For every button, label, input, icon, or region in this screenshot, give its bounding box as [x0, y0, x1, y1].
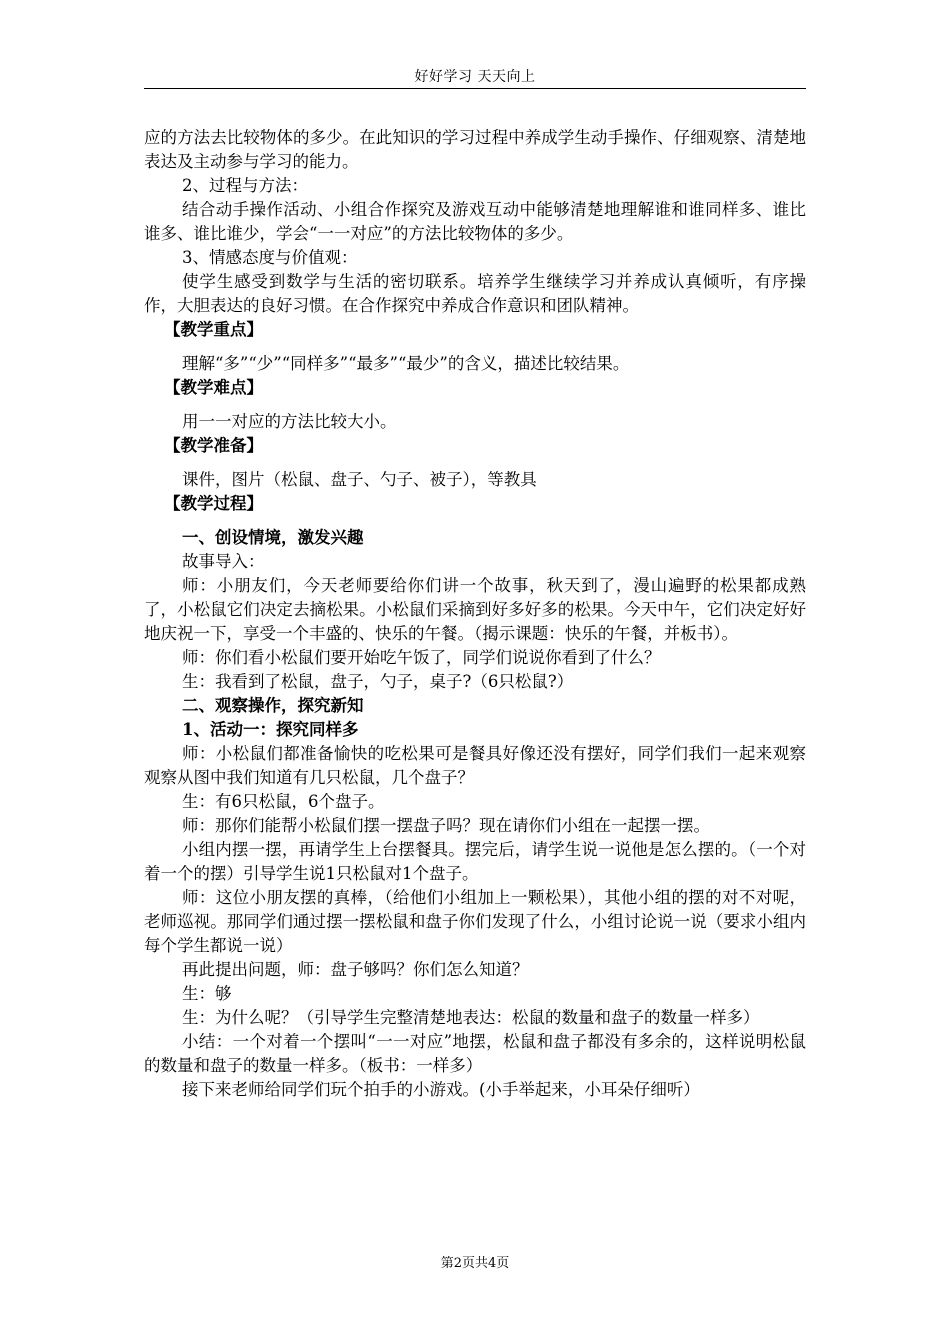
paragraph: 接下来老师给同学们玩个拍手的小游戏。(小手举起来，小耳朵仔细听）: [182, 1080, 700, 1099]
paragraph: 应的方法去比较物体的多少。在此知识的学习过程中养成学生动手操作、仔细观察、清楚地表达及主动参与学习的能力。: [144, 128, 806, 171]
paragraph: 生：有6只松鼠，6个盘子。: [182, 792, 385, 811]
paragraph: 使学生感受到数学与生活的密切联系。培养学生继续学习并养成认真倾听，有序操作，大胆表达的良好习惯。在合作探究中养成合作意识和团队精神。: [144, 272, 806, 315]
paragraph: 课件，图片（松鼠、盘子、勺子、被子），等教具: [182, 470, 537, 489]
document-body: [144, 126, 806, 1102]
section-heading: 【教学过程】: [164, 494, 263, 513]
paragraph: 结合动手操作活动、小组合作探究及游戏互动中能够清楚地理解谁和谁同样多、谁比谁多、谁比谁少，学会“一一对应”的方法比较物体的多少。: [144, 200, 806, 243]
page-footer: 第2页共4页: [440, 1256, 510, 1271]
subsection-heading: 1、活动一：探究同样多: [182, 720, 359, 739]
paragraph: 生：为什么呢？（引导学生完整清楚地表达：松鼠的数量和盘子的数量一样多）: [182, 1008, 760, 1027]
paragraph: 3、情感态度与价值观：: [182, 248, 358, 267]
paragraph: 师：那你们能帮小松鼠们摆一摆盘子吗？现在请你们小组在一起摆一摆。: [182, 816, 710, 835]
section-heading: 【教学准备】: [164, 436, 263, 455]
paragraph: 师：这位小朋友摆的真棒，（给他们小组加上一颗松果），其他小组的摆的对不对呢，老师巡视。那同学们通过摆一摆松鼠和盘子你们发现了什么，小组讨论说一说（要求小组内每个学生都说一说）: [144, 888, 806, 955]
paragraph: 小结：一个对着一个摆叫“一一对应”地摆，松鼠和盘子都没有多余的，这样说明松鼠的数量和盘子的数量一样多。（板书：一样多）: [144, 1032, 806, 1075]
paragraph: 师：你们看小松鼠们要开始吃午饭了，同学们说说你看到了什么？: [182, 648, 661, 667]
paragraph: 2、过程与方法：: [182, 176, 308, 195]
paragraph: 生：够: [182, 984, 232, 1003]
paragraph: 再此提出问题，师：盘子够吗？你们怎么知道？: [182, 960, 529, 979]
paragraph: 理解“多”“少”“同样多”“最多”“最少”的含义，描述比较结果。: [182, 354, 630, 373]
paragraph: 用一一对应的方法比较大小。: [182, 412, 397, 431]
paragraph: 生：我看到了松鼠，盘子，勺子，桌子?（6只松鼠?）: [182, 672, 574, 691]
subsection-heading: 二、观察操作，探究新知: [182, 696, 364, 715]
paragraph: 小组内摆一摆，再请学生上台摆餐具。摆完后，请学生说一说他是怎么摆的。（一个对着一个的摆）引导学生说1只松鼠对1个盘子。: [144, 840, 806, 883]
subsection-heading: 一、创设情境，激发兴趣: [182, 528, 364, 547]
paragraph: 师：小松鼠们都准备愉快的吃松果可是餐具好像还没有摆好，同学们我们一起来观察观察从图中我们知道有几只松鼠，几个盘子？: [144, 744, 806, 787]
page-header: 好好学习 天天向上: [414, 69, 536, 85]
paragraph: 故事导入：: [182, 552, 265, 571]
paragraph: 师：小朋友们，今天老师要给你们讲一个故事，秋天到了，漫山遍野的松果都成熟了，小松鼠它们决定去摘松果。小松鼠们采摘到好多好多的松果。今天中午，它们决定好好地庆祝一下，享受一个丰盛的、快乐的午餐。（揭示课题：快乐的午餐，并板书）。: [144, 576, 806, 643]
section-heading: 【教学重点】: [164, 320, 263, 339]
section-heading: 【教学难点】: [164, 378, 263, 397]
header-rule: [144, 88, 806, 89]
